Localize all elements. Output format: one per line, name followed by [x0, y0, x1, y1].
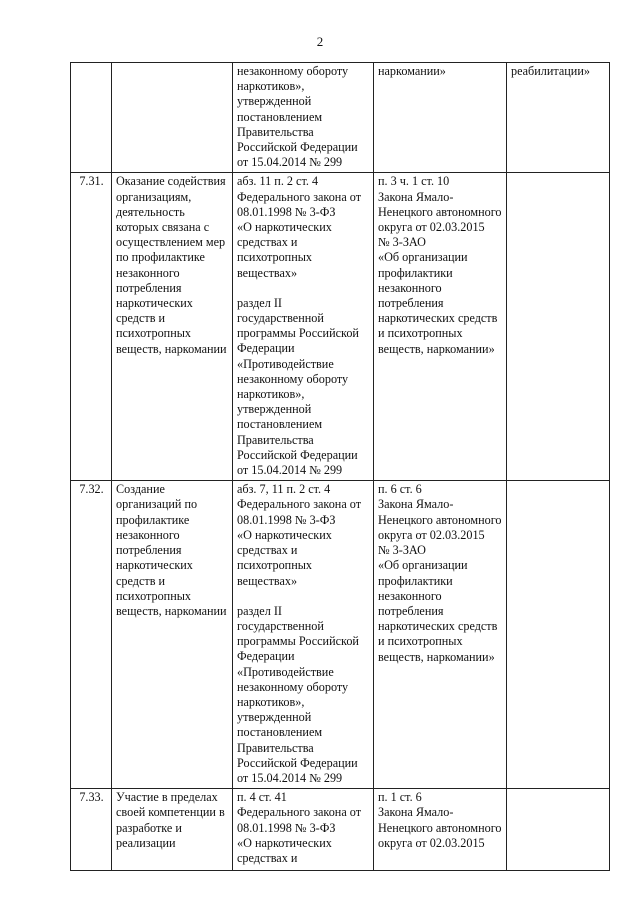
federal-basis-paragraph: раздел II государственной программы Российской Федерации «Противодействие незаконному обороту наркотиков», утвержденной постановлением Правительства Российской Федерации от 15.04.2014 № 299: [237, 295, 359, 478]
federal-basis: [233, 789, 374, 871]
table-row: [71, 789, 610, 871]
federal-basis-paragraph: незаконному обороту наркотиков», утвержденной постановлением Правительства Российской Федерации от 15.04.2014 № 299: [237, 64, 358, 170]
additional-basis: реабилитации»: [507, 63, 610, 173]
row-number: 7.33.: [71, 789, 112, 871]
authority-name: Оказание содействия организациям, деятельность которых связана с осуществлением мер по профилактике незаконного потребления наркотических средств и психотропных веществ, наркомании: [112, 173, 233, 481]
federal-basis-paragraph: абз. 11 п. 2 ст. 4 Федерального закона от 08.01.1998 № 3-ФЗ «О наркотических средствах и психотропных веществах»: [237, 174, 362, 280]
federal-basis: [233, 63, 374, 173]
table-row: [71, 63, 610, 173]
regional-basis: п. 6 ст. 6 Закона Ямало-Ненецкого автономного округа от 02.03.2015 № 3-ЗАО «Об организации профилактики незаконного потребления наркотических средств и психотропных веществ, наркомании»: [374, 481, 507, 789]
authority-name: Участие в пределах своей компетенции в разработке и реализации: [112, 789, 233, 871]
federal-basis-paragraph: раздел II государственной программы Российской Федерации «Противодействие незаконному обороту наркотиков», утвержденной постановлением Правительства Российской Федерации от 15.04.2014 № 299: [237, 603, 359, 785]
federal-basis: [233, 173, 374, 481]
additional-basis: [507, 789, 610, 871]
regional-basis: наркомании»: [374, 63, 507, 173]
federal-basis-paragraph: п. 4 ст. 41 Федерального закона от 08.01.1998 № 3-ФЗ «О наркотических средствах и: [237, 790, 362, 865]
additional-basis: [507, 481, 610, 789]
row-number: 7.31.: [71, 173, 112, 481]
authority-name: Создание организаций по профилактике незаконного потребления наркотических средств и психотропных веществ, наркомании: [112, 481, 233, 789]
federal-basis: [233, 481, 374, 789]
row-number: 7.32.: [71, 481, 112, 789]
page-number: 2: [316, 34, 324, 49]
additional-basis: [507, 173, 610, 481]
authority-name: [112, 63, 233, 173]
row-number: [71, 63, 112, 173]
authority-table: [70, 62, 610, 871]
table-row: [71, 173, 610, 481]
table-row: [71, 481, 610, 789]
federal-basis-paragraph: абз. 7, 11 п. 2 ст. 4 Федерального закона от 08.01.1998 № 3-ФЗ «О наркотических средствах и психотропных веществах»: [237, 482, 362, 588]
regional-basis: п. 3 ч. 1 ст. 10 Закона Ямало-Ненецкого автономного округа от 02.03.2015 № 3-ЗАО «Об организации профилактики незаконного потребления наркотических средств и психотропных веществ, наркомании»: [374, 173, 507, 481]
regional-basis: п. 1 ст. 6 Закона Ямало-Ненецкого автономного округа от 02.03.2015: [374, 789, 507, 871]
